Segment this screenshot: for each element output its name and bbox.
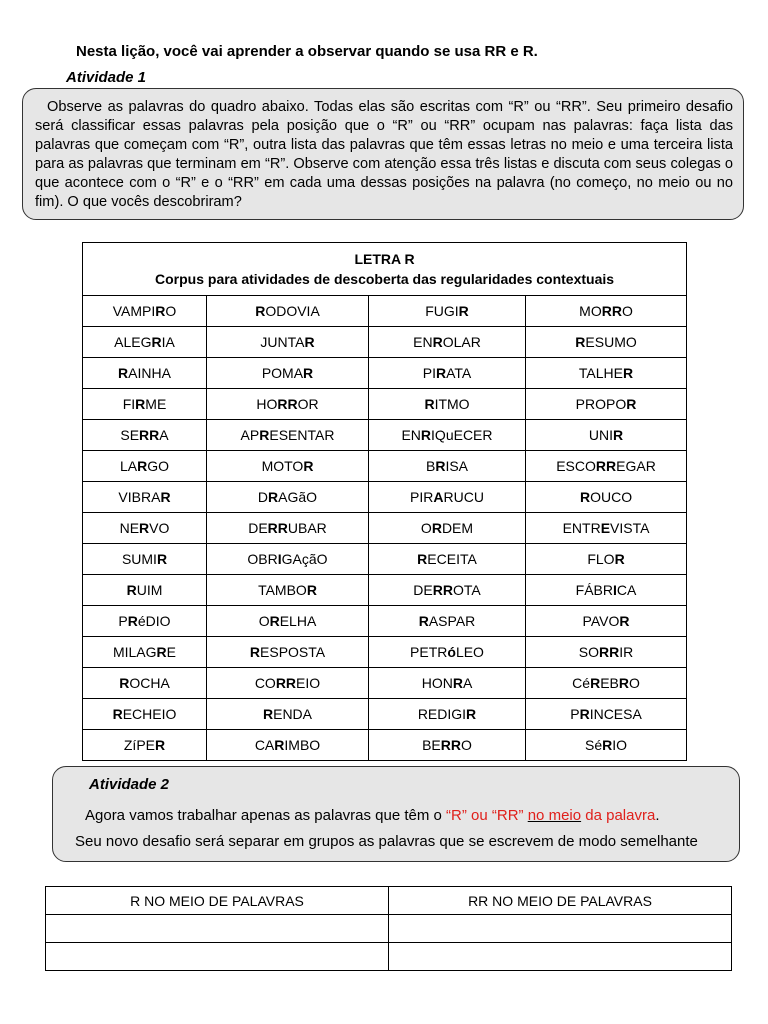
corpus-word-cell: CéREBRO bbox=[526, 668, 687, 699]
corpus-word-cell: ENRIQuECER bbox=[369, 420, 526, 451]
corpus-word-cell: TAMBOR bbox=[207, 575, 369, 606]
corpus-word-cell: BERRO bbox=[369, 730, 526, 761]
corpus-word-cell: FLOR bbox=[526, 544, 687, 575]
corpus-row bbox=[83, 668, 687, 699]
corpus-word-cell: CORREIO bbox=[207, 668, 369, 699]
corpus-word-cell: RESPOSTA bbox=[207, 637, 369, 668]
groups-answer-cell[interactable] bbox=[46, 943, 389, 971]
corpus-word-cell: ESCORREGAR bbox=[526, 451, 687, 482]
corpus-word-cell: RECHEIO bbox=[83, 699, 207, 730]
activity-2-line-2: Seu novo desafio será separar em grupos as palavras que se escrevem de modo semelhante bbox=[75, 833, 698, 850]
corpus-word-cell: MOTOR bbox=[207, 451, 369, 482]
corpus-word-cell: DRAGãO bbox=[207, 482, 369, 513]
corpus-word-cell: PROPOR bbox=[526, 389, 687, 420]
corpus-word-cell: NERVO bbox=[83, 513, 207, 544]
activity-1-title: Atividade 1 bbox=[66, 69, 147, 86]
corpus-word-cell: PIRATA bbox=[369, 358, 526, 389]
activity-2-title: Atividade 2 bbox=[89, 776, 170, 793]
corpus-subtitle: Corpus para atividades de descoberta das regularidades contextuais bbox=[155, 271, 615, 287]
corpus-word-cell: SORRIR bbox=[526, 637, 687, 668]
corpus-word-cell: HORROR bbox=[207, 389, 369, 420]
corpus-row bbox=[83, 358, 687, 389]
corpus-word-cell: ENTREVISTA bbox=[526, 513, 687, 544]
corpus-word-cell: SéRIO bbox=[526, 730, 687, 761]
corpus-word-cell: HONRA bbox=[369, 668, 526, 699]
corpus-word-cell: RODOVIA bbox=[207, 296, 369, 327]
corpus-row bbox=[83, 451, 687, 482]
corpus-header-cell bbox=[83, 243, 687, 296]
activity-2-underlined-highlight: no meio bbox=[527, 807, 582, 824]
corpus-row bbox=[83, 296, 687, 327]
corpus-word-cell: PRéDIO bbox=[83, 606, 207, 637]
groups-header-cell: RR NO MEIO DE PALAVRAS bbox=[389, 887, 732, 915]
groups-header-cell: R NO MEIO DE PALAVRAS bbox=[46, 887, 389, 915]
corpus-title: LETRA R bbox=[354, 251, 415, 267]
corpus-word-cell: RECEITA bbox=[369, 544, 526, 575]
corpus-word-cell: REDIGIR bbox=[369, 699, 526, 730]
corpus-word-cell: RUIM bbox=[83, 575, 207, 606]
corpus-word-cell: DERRUBAR bbox=[207, 513, 369, 544]
corpus-word-cell: OBRIGAçãO bbox=[207, 544, 369, 575]
activity-2-highlight: “R” ou “RR” bbox=[446, 807, 528, 824]
corpus-word-cell: RENDA bbox=[207, 699, 369, 730]
corpus-word-cell: RITMO bbox=[369, 389, 526, 420]
corpus-word-cell: BRISA bbox=[369, 451, 526, 482]
corpus-word-cell: PRINCESA bbox=[526, 699, 687, 730]
corpus-word-cell: ROCHA bbox=[83, 668, 207, 699]
corpus-word-cell: ROUCO bbox=[526, 482, 687, 513]
activity-2-highlight-end: da palavra bbox=[581, 807, 656, 824]
corpus-table bbox=[82, 242, 687, 761]
corpus-row bbox=[83, 389, 687, 420]
corpus-word-cell: FÁBRICA bbox=[526, 575, 687, 606]
corpus-word-cell: ENROLAR bbox=[369, 327, 526, 358]
corpus-word-cell: PAVOR bbox=[526, 606, 687, 637]
corpus-word-cell: JUNTAR bbox=[207, 327, 369, 358]
corpus-row bbox=[83, 575, 687, 606]
corpus-word-cell: ZíPER bbox=[83, 730, 207, 761]
corpus-word-cell: CARIMBO bbox=[207, 730, 369, 761]
activity-1-instructions-box bbox=[22, 88, 744, 220]
corpus-row bbox=[83, 699, 687, 730]
activity-2-box bbox=[52, 766, 740, 862]
corpus-word-cell: FUGIR bbox=[369, 296, 526, 327]
corpus-word-cell: SUMIR bbox=[83, 544, 207, 575]
corpus-word-cell: SERRA bbox=[83, 420, 207, 451]
corpus-word-cell: POMAR bbox=[207, 358, 369, 389]
corpus-word-cell: ORELHA bbox=[207, 606, 369, 637]
groups-answer-cell[interactable] bbox=[46, 915, 389, 943]
corpus-word-cell: ORDEM bbox=[369, 513, 526, 544]
corpus-word-cell: PETRóLEO bbox=[369, 637, 526, 668]
corpus-row bbox=[83, 513, 687, 544]
activity-2-line-1-period: . bbox=[655, 807, 660, 824]
corpus-word-cell: ALEGRIA bbox=[83, 327, 207, 358]
lesson-heading: Nesta lição, você vai aprender a observar quando se usa RR e R. bbox=[76, 43, 538, 60]
groups-table bbox=[45, 886, 732, 971]
corpus-word-cell: MORRO bbox=[526, 296, 687, 327]
groups-header-row bbox=[46, 887, 732, 915]
corpus-word-cell: RASPAR bbox=[369, 606, 526, 637]
corpus-word-cell: LARGO bbox=[83, 451, 207, 482]
corpus-word-cell: MILAGRE bbox=[83, 637, 207, 668]
corpus-row bbox=[83, 420, 687, 451]
corpus-word-cell: FIRME bbox=[83, 389, 207, 420]
corpus-row bbox=[83, 730, 687, 761]
activity-2-line-1-start: Agora vamos trabalhar apenas as palavras que têm o bbox=[85, 807, 447, 824]
corpus-row bbox=[83, 544, 687, 575]
corpus-word-cell: UNIR bbox=[526, 420, 687, 451]
activity-2-line-1 bbox=[85, 807, 659, 824]
corpus-word-cell: APRESENTAR bbox=[207, 420, 369, 451]
corpus-row bbox=[83, 637, 687, 668]
corpus-row bbox=[83, 606, 687, 637]
corpus-word-cell: TALHER bbox=[526, 358, 687, 389]
corpus-row bbox=[83, 327, 687, 358]
corpus-row bbox=[83, 482, 687, 513]
corpus-word-cell: VAMPIRO bbox=[83, 296, 207, 327]
corpus-word-cell: DERROTA bbox=[369, 575, 526, 606]
corpus-word-cell: PIRARUCU bbox=[369, 482, 526, 513]
groups-answer-row bbox=[46, 943, 732, 971]
groups-answer-row bbox=[46, 915, 732, 943]
corpus-word-cell: VIBRAR bbox=[83, 482, 207, 513]
corpus-header-row bbox=[83, 243, 687, 296]
activity-1-text: Observe as palavras do quadro abaixo. Todas elas são escritas com “R” ou “RR”. Seu primeiro desafio será classificar essas palavras pela posição que o “R” ou “RR” ocupam nas palavras: faça lista das palavras que começam com “R”, outra lista das palavras que têm essas letras no meio e uma terceira lista para as palavras que terminam em “R”. Observe com atenção essa três listas e discuta com seus colegas o que acontece com o “R” e o “RR” em cada uma dessas posições na palavra (no começo, no meio ou no fim). O que vocês descobriram? bbox=[35, 99, 733, 210]
corpus-word-cell: RESUMO bbox=[526, 327, 687, 358]
corpus-word-cell: RAINHA bbox=[83, 358, 207, 389]
groups-answer-cell[interactable] bbox=[389, 915, 732, 943]
groups-answer-cell[interactable] bbox=[389, 943, 732, 971]
